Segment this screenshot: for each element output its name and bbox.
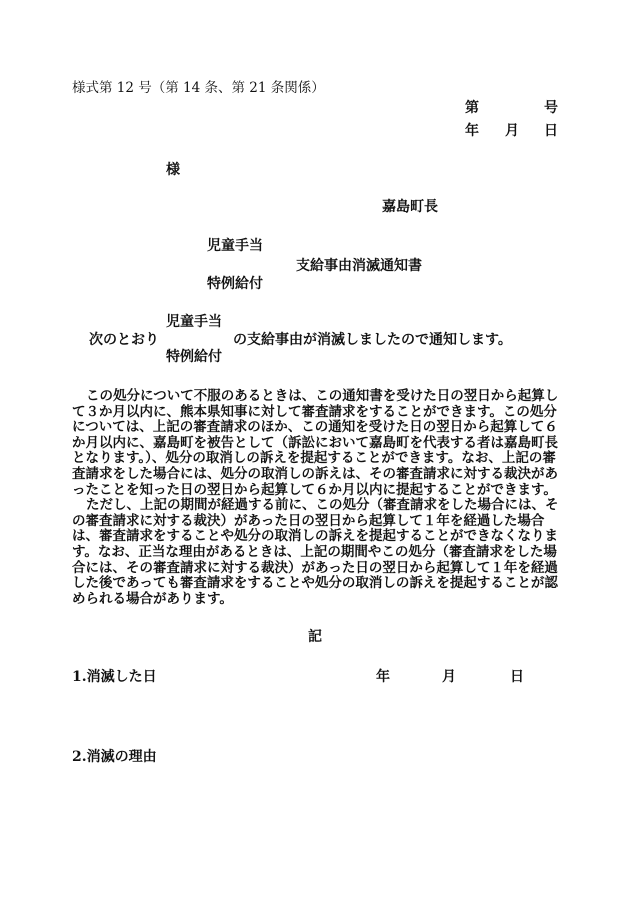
item-extinction-day: 日	[510, 669, 524, 685]
document-number-go: 号	[544, 100, 558, 116]
date-month: 月	[505, 123, 519, 139]
form-number-title: 様式第 12 号（第 14 条、第 21 条関係）	[72, 80, 325, 96]
recipient-sama: 様	[166, 162, 180, 178]
appeal-instructions	[72, 389, 560, 607]
item-extinction-reason-label: 2.消滅の理由	[72, 749, 157, 765]
item-extinction-year: 年	[376, 669, 390, 685]
document-number-dai: 第	[465, 100, 479, 116]
date-day: 日	[544, 123, 558, 139]
date-year: 年	[465, 123, 479, 139]
heading-child-allowance: 児童手当	[207, 238, 263, 254]
heading-title: 支給事由消滅通知書	[296, 258, 422, 274]
notice-suffix: の支給事由が消滅しましたので通知します。	[233, 332, 512, 348]
ki-heading: 記	[308, 629, 322, 645]
notice-option-special-benefit: 特例給付	[166, 349, 222, 365]
issuer-name: 嘉島町長	[382, 199, 438, 215]
notice-option-child-allowance: 児童手当	[166, 314, 222, 330]
item-extinction-date-label: 1.消滅した日	[72, 669, 157, 685]
appeal-paragraph-1: この処分について不服のあるときは、この通知書を受けた日の翌日から起算して３か月以内に、熊本県知事に対して審査請求をすることができます。この処分については、上記の審査請求のほか、この通知を受けた日の翌日から起算して６か月以内に、嘉島町を被告として（訴訟において嘉島町を代表する者は嘉島町長となります。）、処分の取消しの訴えを提起することができます。なお、上記の審査請求をした場合には、処分の取消しの訴えは、その審査請求に対する裁決があったことを知った日の翌日から起算して６か月以内に提起することができます。	[72, 388, 559, 498]
appeal-paragraph-2: ただし、上記の期間が経過する前に、この処分（審査請求をした場合には、その審査請求に対する裁決）があった日の翌日から起算して１年を経過した場合は、審査請求をすることや処分の取消しの訴えを提起することができなくなります。なお、正当な理由があるときは、上記の期間やこの処分（審査請求をした場合には、その審査請求に対する裁決）があった日の翌日から起算して１年を経過した後であっても審査請求をすることや処分の取消しの訴えを提起することが認められる場合があります。	[72, 497, 559, 607]
heading-special-benefit: 特例給付	[207, 276, 263, 292]
item-extinction-month: 月	[442, 669, 456, 685]
notice-prefix: 次のとおり	[89, 332, 159, 348]
